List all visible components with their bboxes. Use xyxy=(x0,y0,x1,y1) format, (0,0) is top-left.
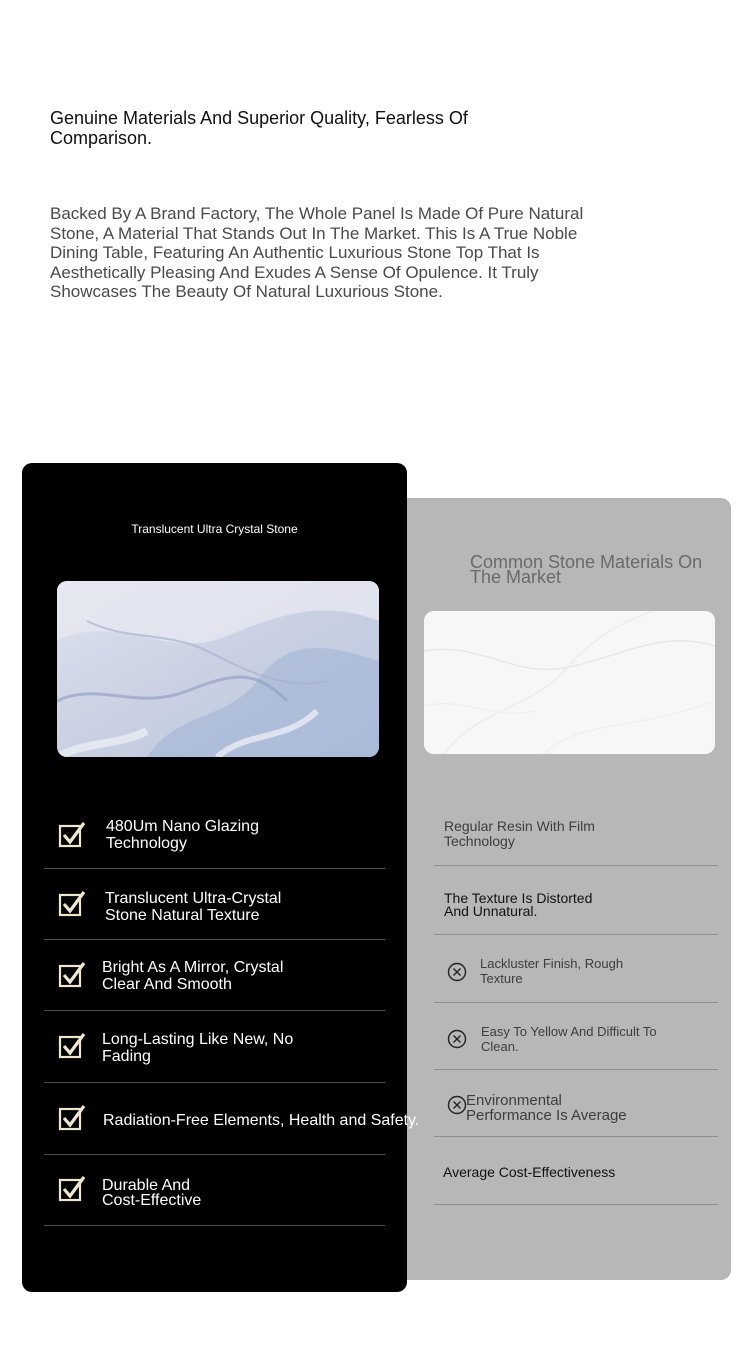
crystal-feature-text: Translucent Ultra-Crystal Stone Natural Texture xyxy=(105,890,282,924)
crystal-feature-text: 480Um Nano Glazing Technology xyxy=(106,818,259,852)
crystal-feature-row xyxy=(44,868,385,940)
common-feature-text: Regular Resin With Film Technology xyxy=(444,818,595,849)
check-icon xyxy=(58,890,86,918)
crystal-stone-title: Translucent Ultra Crystal Stone xyxy=(131,522,298,536)
x-circle-icon xyxy=(447,1095,467,1115)
crystal-stone-photo xyxy=(57,581,379,757)
check-icon xyxy=(58,961,86,989)
common-feature-row xyxy=(434,1002,718,1070)
common-stone-card xyxy=(395,498,731,1280)
crystal-feature-row xyxy=(44,1082,420,1155)
common-stone-title: Common Stone Materials On The Market xyxy=(470,552,703,587)
check-icon xyxy=(58,1032,86,1060)
section-description: Backed By A Brand Factory, The Whole Panel Is Made Of Pure Natural Stone, A Material That Stands Out In The Market. This Is A True Noble Dining Table, Featuring An Authentic Luxurious Stone Top That Is Aesthetically Pleasing And Exudes A Sense Of Opulence. It Truly Showcases The Beauty Of Natural Luxurious Stone. xyxy=(50,204,584,301)
section-heading: Genuine Materials And Superior Quality, Fearless Of Comparison. xyxy=(50,108,468,148)
common-feature-text: Environmental Performance Is Average xyxy=(466,1092,627,1124)
crystal-feature-text: Durable And Cost-Effective xyxy=(102,1177,202,1209)
common-feature-text: The Texture Is Distorted And Unnatural. xyxy=(444,890,593,919)
crystal-feature-text: Bright As A Mirror, Crystal Clear And Smooth xyxy=(102,959,284,993)
x-circle-icon xyxy=(447,1029,467,1049)
check-icon xyxy=(58,1104,86,1132)
check-icon xyxy=(58,821,86,849)
common-stone-photo xyxy=(424,611,715,754)
crystal-feature-text: Radiation-Free Elements, Health and Safety. xyxy=(103,1112,420,1129)
crystal-feature-row xyxy=(44,797,385,869)
crystal-feature-row xyxy=(44,939,385,1011)
check-icon xyxy=(58,1175,86,1203)
x-circle-icon xyxy=(447,962,467,982)
common-feature-text: Easy To Yellow And Difficult To Clean. xyxy=(481,1024,657,1054)
common-feature-row xyxy=(434,808,718,866)
common-feature-row xyxy=(434,1069,718,1137)
common-feature-text: Average Cost-Effectiveness xyxy=(443,1164,616,1180)
common-feature-row xyxy=(434,934,718,1003)
common-feature-row xyxy=(434,1136,718,1205)
crystal-stone-card xyxy=(22,463,420,1292)
common-feature-text: Lackluster Finish, Rough Texture xyxy=(480,956,624,986)
crystal-feature-text: Long-Lasting Like New, No Fading xyxy=(102,1031,294,1065)
crystal-feature-row xyxy=(44,1154,385,1226)
crystal-feature-row xyxy=(44,1010,385,1083)
common-feature-row xyxy=(434,865,718,935)
